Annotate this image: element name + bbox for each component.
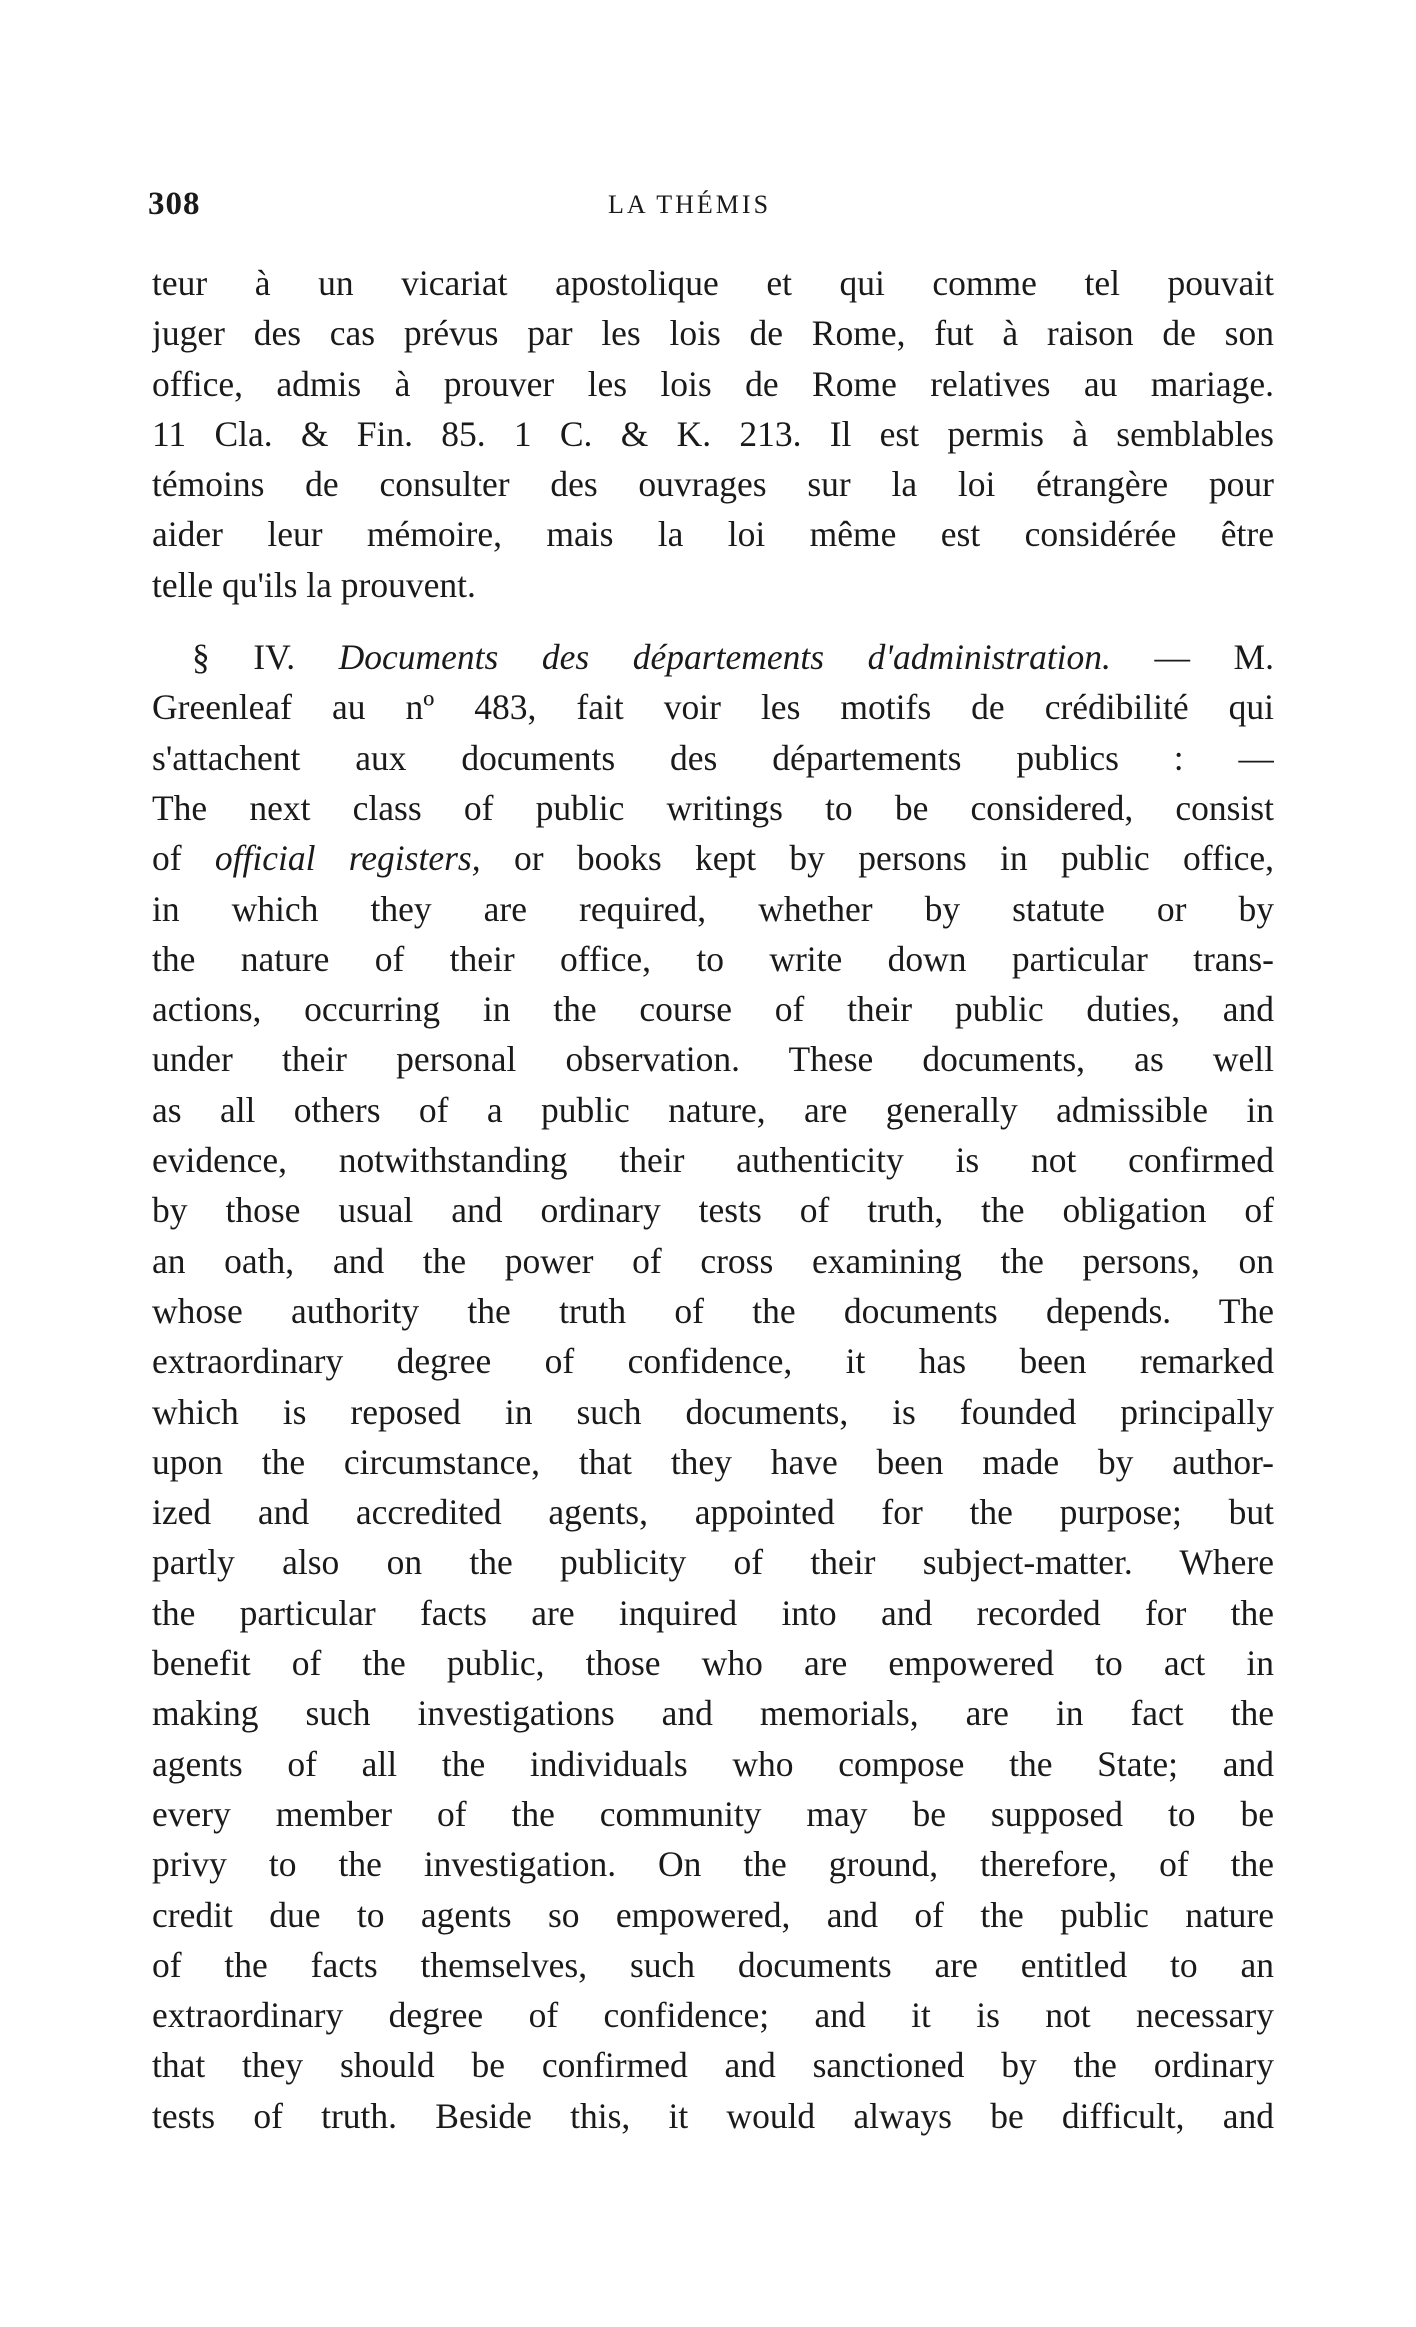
body-text (152, 258, 1274, 2141)
section-marker: § IV. (192, 637, 296, 678)
text-line: extraordinary degree of confidence, it has been remarked (152, 1341, 1274, 1382)
text-line: which is reposed in such documents, is founded principally (152, 1391, 1274, 1432)
text-line: credit due to agents so empowered, and of the public nature (152, 1894, 1274, 1935)
text-line: témoins de consulter des ouvrages sur la loi étrangère pour (152, 464, 1274, 505)
text-line: of the facts themselves, such documents are entitled to an (152, 1944, 1274, 1985)
text-line: agents of all the individuals who compose the State; and (152, 1743, 1274, 1784)
text-line: making such investigations and memorials, are in fact the (152, 1693, 1274, 1734)
text-line: as all others of a public nature, are generally admissible in (152, 1089, 1274, 1130)
text-line: every member of the community may be supposed to be (152, 1793, 1274, 1834)
running-head (148, 186, 1278, 226)
text-line: juger des cas prévus par les lois de Rome, fut à raison de son (152, 313, 1274, 354)
text-line: ized and accredited agents, appointed for the purpose; but (152, 1492, 1274, 1533)
text-line: that they should be confirmed and sanctioned by the ordinary (152, 2045, 1274, 2086)
section-heading: Documents des départements d'administration. (338, 637, 1111, 678)
text-line: partly also on the publicity of their subject-matter. Where (152, 1542, 1274, 1583)
running-title: LA THÉMIS (608, 190, 772, 219)
section-heading-line (152, 632, 1274, 682)
text-line: extraordinary degree of confidence; and it is not necessary (152, 1995, 1274, 2036)
text-line: by those usual and ordinary tests of truth, the obligation of (152, 1190, 1274, 1231)
text-line: under their personal observation. These documents, as well (152, 1039, 1274, 1080)
official-registers-italic: official registers, (214, 838, 481, 879)
text-line: benefit of the public, those who are empowered to act in (152, 1643, 1274, 1684)
official-rest: or books kept by persons in public office, (513, 838, 1274, 879)
paragraph-1 (152, 258, 1274, 610)
text-line: aider leur mémoire, mais la loi même est considérée être (152, 514, 1274, 555)
text-line: privy to the investigation. On the ground, therefore, of the (152, 1844, 1274, 1885)
text-line: s'attachent aux documents des départements publics : — (152, 737, 1274, 778)
text-line: tests of truth. Beside this, it would always be difficult, and (152, 2095, 1274, 2136)
text-line: the particular facts are inquired into and recorded for the (152, 1592, 1274, 1633)
text-line: teur à un vicariat apostolique et qui comme tel pouvait (152, 263, 1274, 303)
text-line: upon the circumstance, that they have been made by author- (152, 1441, 1274, 1482)
text-line: whose authority the truth of the documents depends. The (152, 1290, 1274, 1331)
section-heading-tail: — M. (1154, 637, 1274, 678)
text-line-official-registers (152, 833, 1274, 883)
text-line: an oath, and the power of cross examining the persons, on (152, 1240, 1274, 1281)
official-prefix: of (152, 838, 182, 879)
text-line: actions, occurring in the course of their public duties, and (152, 989, 1274, 1030)
text-line: the nature of their office, to write down particular trans- (152, 938, 1274, 979)
text-line: The next class of public writings to be considered, consist (152, 787, 1274, 828)
text-line: office, admis à prouver les lois de Rome relatives au mariage. (152, 363, 1274, 404)
section-iv (152, 632, 1274, 2141)
text-line: telle qu'ils la prouvent. (152, 564, 476, 605)
text-line: evidence, notwithstanding their authenticity is not confirmed (152, 1140, 1274, 1181)
text-line: in which they are required, whether by statute or by (152, 888, 1274, 929)
text-line: Greenleaf au nº 483, fait voir les motifs de crédibilité qui (152, 687, 1274, 728)
page-number: 308 (148, 186, 201, 222)
text-line: 11 Cla. & Fin. 85. 1 C. & K. 213. Il est permis à semblables (152, 413, 1274, 454)
